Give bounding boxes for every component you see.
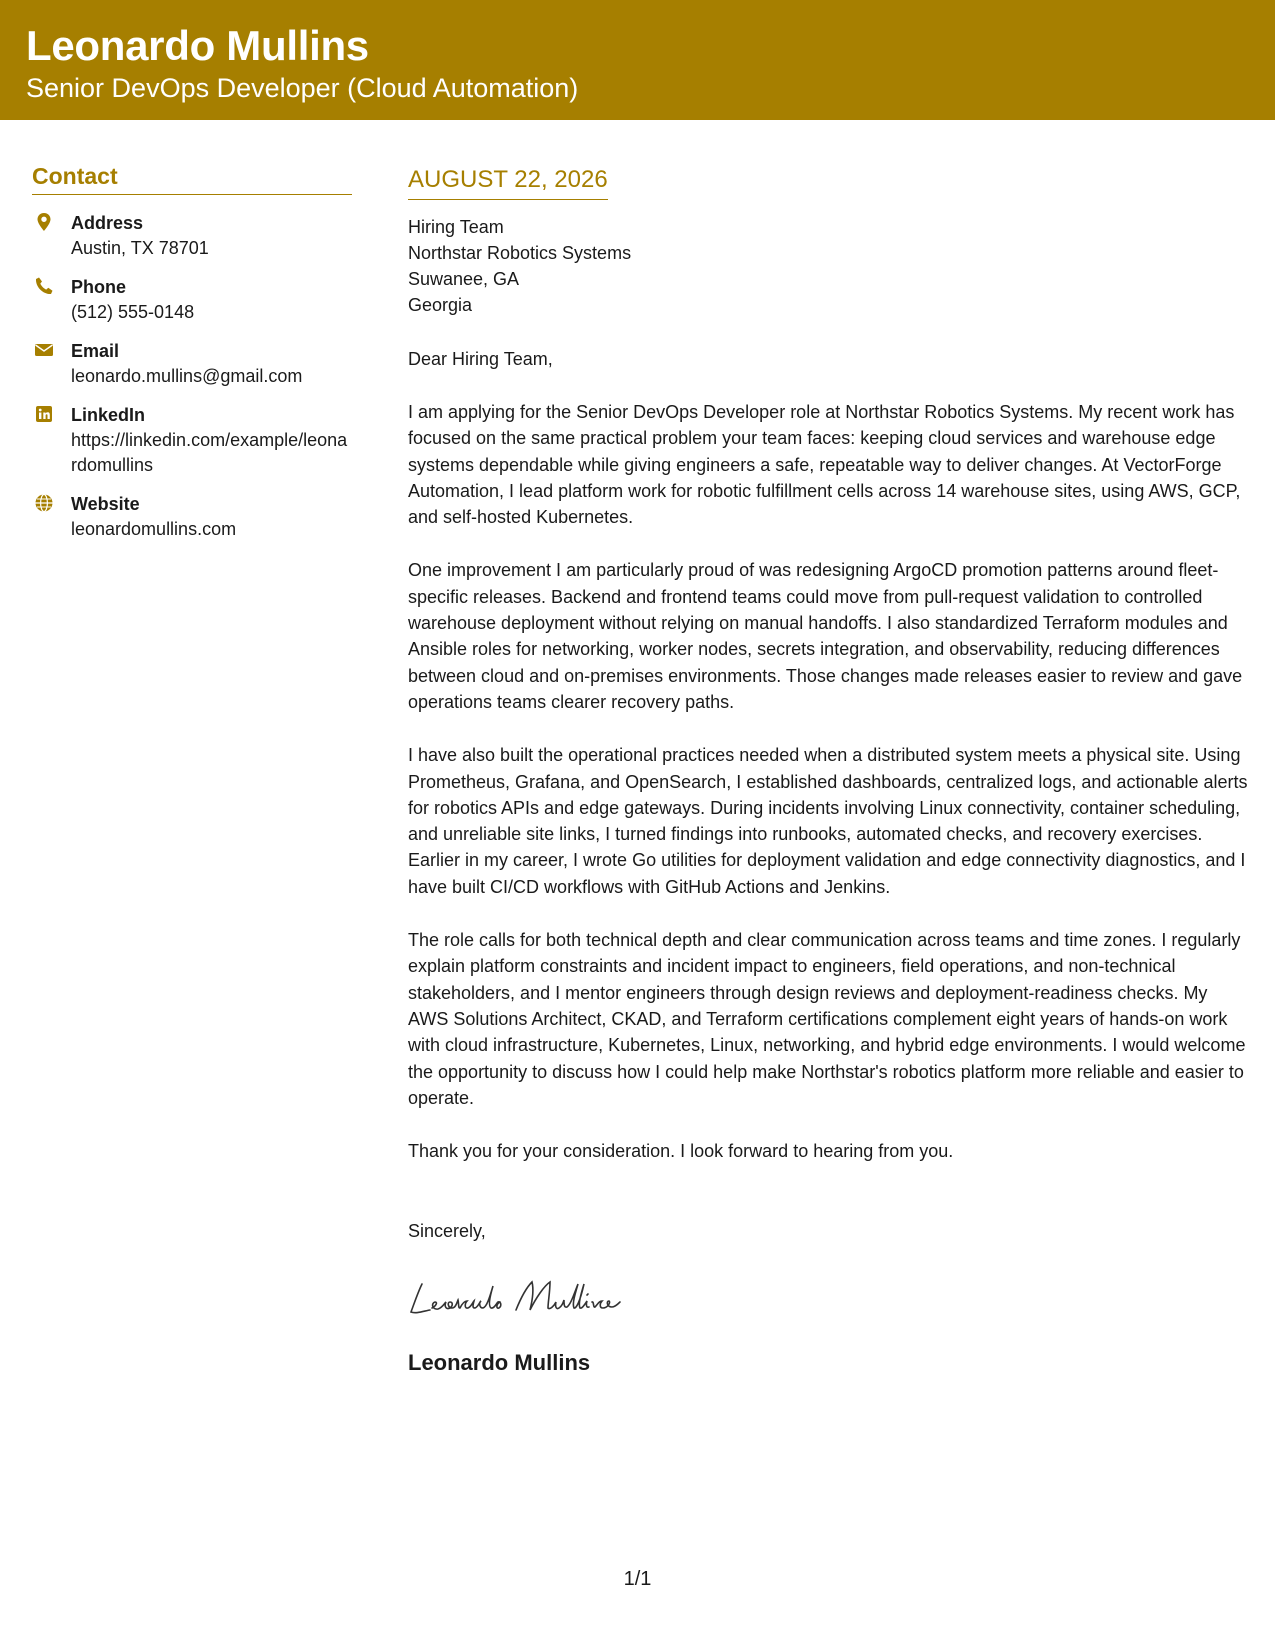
closing: Sincerely, — [408, 1221, 486, 1242]
applicant-role: Senior DevOps Developer (Cloud Automation) — [26, 73, 579, 103]
globe-icon — [34, 493, 54, 513]
body-paragraph: Thank you for your consideration. I look forward to hearing from you. — [408, 1141, 954, 1162]
envelope-icon — [34, 340, 54, 360]
contact-label-email: Email — [71, 341, 120, 361]
contact-label-linkedin: LinkedIn — [71, 405, 146, 425]
phone-icon — [34, 276, 54, 296]
map-pin-icon — [34, 212, 54, 232]
body-paragraph: I have also built the operational practices needed when a distributed system meets a physical site. Using Prometheus, Grafana, and OpenSearch, I established dashboards, centralized logs, and actionable alerts for robotics APIs and edge gateways. During incidents involving Linux connectivity, container scheduling, and unreliable site links, I turned findings into runbooks, automated checks, and recovery exercises. Earlier in my career, I wrote Go utilities for deployment validation and edge connectivity diagnostics, and I have built CI/CD workflows with GitHub Actions and Jenkins. — [408, 745, 1248, 897]
linkedin-icon — [34, 404, 54, 424]
contact-item-linkedin — [32, 403, 352, 478]
contact-item-website — [32, 492, 352, 542]
recipient-line: Hiring Team — [408, 217, 504, 237]
page-number: 1/1 — [623, 1568, 652, 1590]
contact-item-phone — [32, 275, 352, 325]
body-paragraph: The role calls for both technical depth and clear communication across teams and time zones. I regularly explain platform constraints and incident impact to engineers, field operations, and non-technical stakeholders, and I mentor engineers through design reviews and deployment-readiness checks. My AWS Solutions Architect, CKAD, and Terraform certifications complement eight years of hands-on work with cloud infrastructure, Kubernetes, Linux, networking, and hybrid edge environments. I would welcome the opportunity to discuss how I could help make Northstar's robotics platform more reliable and easier to operate. — [408, 930, 1246, 1108]
salutation: Dear Hiring Team, — [408, 349, 553, 369]
handwritten-signature — [408, 1270, 1250, 1326]
header-banner — [0, 0, 1275, 120]
contact-item-email — [32, 339, 352, 389]
letter-date: AUGUST 22, 2026 — [408, 166, 608, 200]
body-paragraph: One improvement I am particularly proud of was redesigning ArgoCD promotion patterns around fleet-specific releases. Backend and frontend teams could move from pull-request validation to controlled warehouse deployment without relying on manual handoffs. I also standardized Terraform modules and Ansible roles for networking, worker nodes, secrets integration, and observability, reducing differences between cloud and on-premises environments. Those changes made releases easier to review and gave operations teams clearer recovery paths. — [408, 560, 1243, 712]
contact-value-phone: (512) 555-0148 — [71, 302, 195, 322]
contact-item-address — [32, 211, 352, 261]
contact-value-email[interactable]: leonardo.mullins@gmail.com — [71, 366, 303, 386]
signed-name: Leonardo Mullins — [408, 1350, 591, 1376]
body-paragraph: I am applying for the Senior DevOps Developer role at Northstar Robotics Systems. My recent work has focused on the same practical problem your team faces: keeping cloud services and warehouse edge systems dependable while giving engineers a safe, repeatable way to deliver changes. At VectorForge Automation, I lead platform work for robotic fulfillment cells across 14 warehouse sites, using AWS, GCP, and self-hosted Kubernetes. — [408, 402, 1241, 528]
recipient-block — [408, 214, 1250, 318]
contact-heading: Contact — [32, 163, 352, 195]
recipient-line: Northstar Robotics Systems — [408, 243, 632, 263]
contact-value-linkedin[interactable]: https://linkedin.com/example/leonardomullins — [71, 430, 348, 475]
contact-value-website[interactable]: leonardomullins.com — [71, 519, 237, 539]
contact-label-address: Address — [71, 213, 144, 233]
contact-value-address: Austin, TX 78701 — [71, 238, 209, 258]
contact-label-website: Website — [71, 494, 140, 514]
applicant-name: Leonardo Mullins — [26, 22, 369, 69]
recipient-line: Suwanee, GA — [408, 269, 520, 289]
contact-sidebar — [32, 163, 352, 542]
letter-body — [408, 166, 1250, 1376]
recipient-line: Georgia — [408, 295, 473, 315]
contact-label-phone: Phone — [71, 277, 127, 297]
